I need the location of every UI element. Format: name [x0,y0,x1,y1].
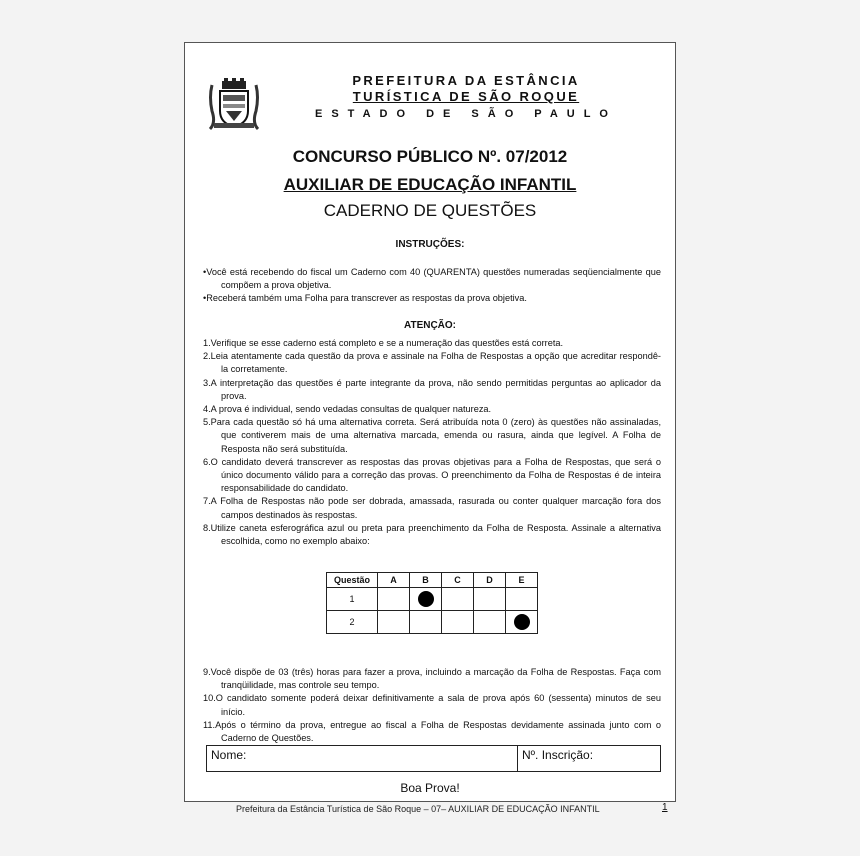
filled-bubble-mark [418,591,434,607]
table-header-row [327,573,538,588]
atencao-item: 3.A interpretação das questões é parte integrante da prova, não sendo permitidas perguntas ao aplicador da prova. [203,377,661,401]
atencao-item: 11.Após o término da prova, entregue ao fiscal a Folha de Respostas devidamente assinada junto com o Caderno de Questões. [203,719,661,744]
table-header-cell: A [378,573,410,588]
instrucoes-list [203,266,661,306]
table-header-cell: E [506,573,538,588]
table-header-cell: C [442,573,474,588]
table-header-cell: B [410,573,442,588]
atencao-item: 6.O candidato deverá transcrever as respostas das provas objetivas para a Folha de Respostas, que será o único documento válido para a correção das provas. O preenchimento da Folha de Respostas é de inteira responsabilidade do candidato. [203,456,661,494]
option-cell-a [378,611,410,634]
atencao-item: 2.Leia atentamente cada questão da prova e assinale na Folha de Respostas a opção que acreditar respondê-la corretamente. [203,351,661,375]
header-estado: ESTADO DE SÃO PAULO [315,108,617,120]
atencao-list [203,337,661,548]
inscricao-field[interactable] [518,746,660,771]
option-cell-d [474,611,506,634]
option-cell-e [506,588,538,611]
instrucoes-heading: INSTRUÇÕES: [395,239,465,250]
title-caderno: CADERNO DE QUESTÕES [323,201,537,220]
closing-message: Boa Prova! [400,781,460,795]
table-row [327,588,538,611]
nome-field[interactable] [207,746,518,771]
option-cell-e [506,611,538,634]
atencao-item: 7.A Folha de Respostas não pode ser dobrada, amassada, rasurada ou conter qualquer marcação fora dos campos destinados às respostas. [203,496,661,520]
page-footer: Prefeitura da Estância Turística de São Roque – 07– AUXILIAR DE EDUCAÇÃO INFANTIL [236,804,600,814]
filled-bubble-mark [514,614,530,630]
coat-of-arms-logo [206,77,262,131]
atencao-list-continued [203,666,661,745]
page-number: 1 [662,802,668,813]
atencao-item: 1.Verifique se esse caderno está completo e se a numeração das questões está correta. [203,338,564,348]
atencao-item: 4.A prova é individual, sendo vedadas consultas de qualquer natureza. [203,404,492,415]
atencao-item: 10.O candidato somente poderá deixar definitivamente a sala de prova após 60 (sessenta) minutos de seu início. [203,693,661,717]
title-cargo: AUXILIAR DE EDUCAÇÃO INFANTIL [283,175,577,194]
table-header-cell: Questão [327,573,378,588]
title-concurso: CONCURSO PÚBLICO Nº. 07/2012 [292,147,568,166]
nome-label: Nome: [211,748,247,762]
atencao-item: 8.Utilize caneta esferográfica azul ou preta para preenchimento da Folha de Resposta. Assinale a alternativa escolhida, como no exemplo abaixo: [203,522,661,547]
inscricao-label: Nº. Inscrição: [522,748,594,762]
atencao-item: 5.Para cada questão só há uma alternativa correta. Será atribuída nota 0 (zero) às questões não assinaladas, que contiverem mais de uma alternativa marcada, emenda ou rasura, ainda que legível. A Folha de Resposta não será substituída. [203,417,661,454]
option-cell-d [474,588,506,611]
table-row [327,611,538,634]
option-cell-a [378,588,410,611]
answer-example-table [326,572,538,634]
question-number: 2 [327,611,378,634]
header-prefeitura: PREFEITURA DA ESTÂNCIA [352,73,580,88]
instrucao-item: •Você está recebendo do fiscal um Caderno com 40 (QUARENTA) questões numeradas seqüencialmente que compõem a prova objetiva. [203,267,661,291]
question-number: 1 [327,588,378,611]
header-municipio: TURÍSTICA DE SÃO ROQUE [352,89,580,104]
option-cell-c [442,588,474,611]
atencao-item: 9.Você dispõe de 03 (três) horas para fazer a prova, incluindo a marcação da Folha de Respostas. Faça com tranqüilidade, mas controle seu tempo. [203,667,661,691]
option-cell-c [442,611,474,634]
atencao-heading: ATENÇÃO: [403,320,457,331]
option-cell-b [410,588,442,611]
option-cell-b [410,611,442,634]
table-header-cell: D [474,573,506,588]
instrucao-item: •Receberá também uma Folha para transcrever as respostas da prova objetiva. [203,293,527,304]
candidate-info-box [206,745,661,772]
